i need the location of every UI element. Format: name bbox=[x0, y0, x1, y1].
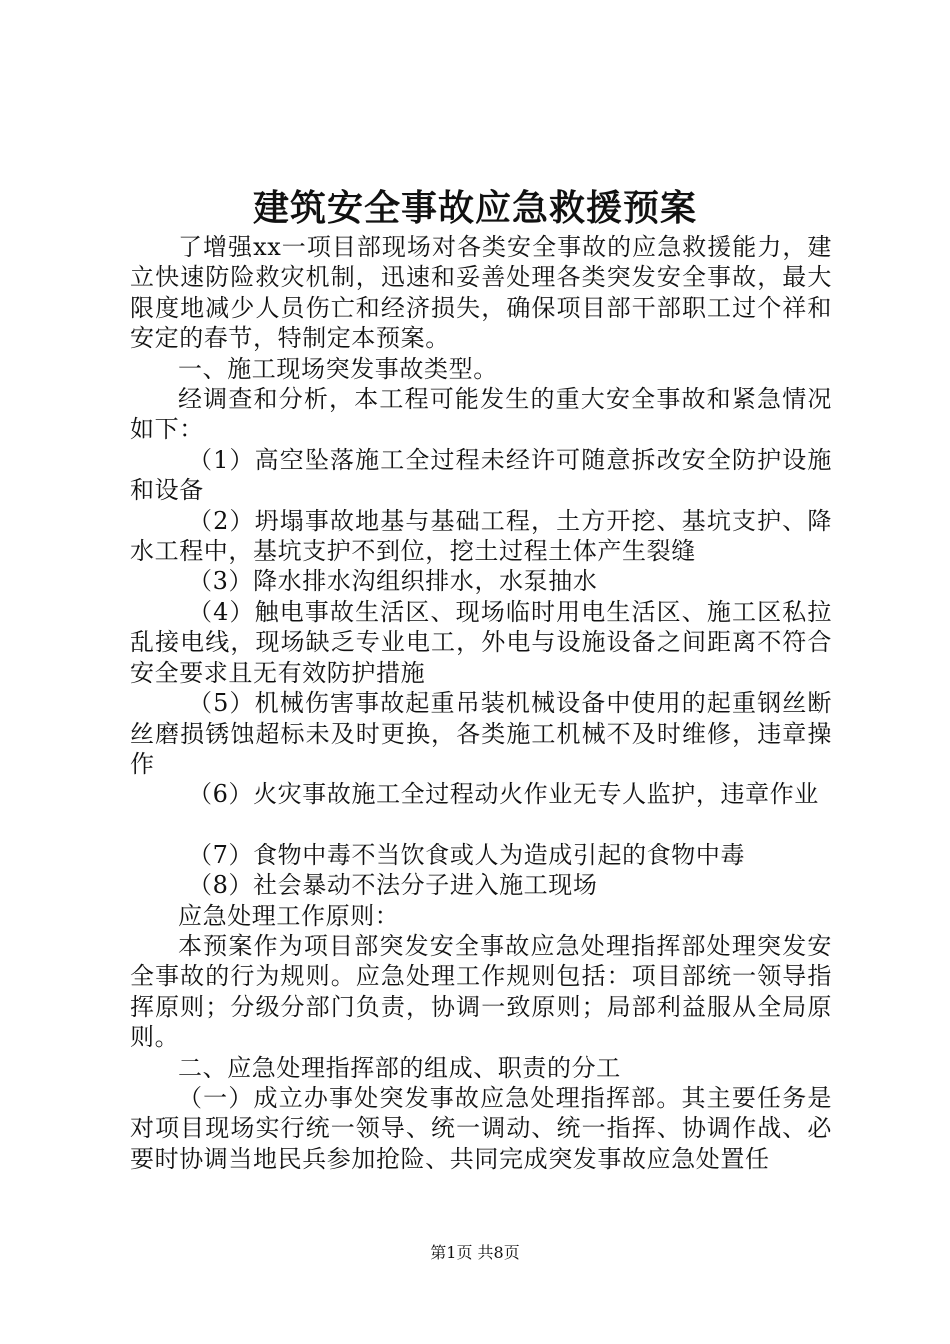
list-item-5: （5）机械伤害事故起重吊装机械设备中使用的起重钢丝断丝磨损锈蚀超标未及时更换，各类施工机械不及时维修，违章操作 bbox=[130, 689, 832, 778]
section-heading-1: 一、施工现场突发事故类型。 bbox=[178, 354, 498, 383]
section-heading-2: 二、应急处理指挥部的组成、职责的分工 bbox=[178, 1053, 621, 1082]
paragraph-principles: 本预案作为项目部突发安全事故应急处理指挥部处理突发安全事故的行为规则。应急处理工作规则包括：项目部统一领导指挥原则；分级分部门负责，协调一致原则；局部利益服从全局原则。 bbox=[130, 931, 832, 1052]
paragraph-analysis: 经调查和分析，本工程可能发生的重大安全事故和紧急情况如下： bbox=[130, 385, 832, 444]
list-item-2: （2）坍塌事故地基与基础工程，土方开挖、基坑支护、降水工程中，基坑支护不到位，挖土过程土体产生裂缝 bbox=[130, 506, 832, 566]
paragraph-command: （一）成立办事处突发事故应急处理指挥部。其主要任务是对项目现场实行统一领导、统一调动、统一指挥、协调作战、必要时协调当地民兵参加抢险、共同完成突发事故应急处置任 bbox=[130, 1083, 832, 1173]
list-item-8: （8）社会暴动不法分子进入施工现场 bbox=[188, 871, 598, 900]
list-item-3: （3）降水排水沟组织排水，水泵抽水 bbox=[188, 567, 598, 596]
document-body bbox=[130, 232, 832, 1174]
document-title: 建筑安全事故应急救援预案 bbox=[252, 187, 697, 229]
principles-heading: 应急处理工作原则： bbox=[178, 901, 400, 930]
list-item-7: （7）食物中毒不当饮食或人为造成引起的食物中毒 bbox=[188, 840, 746, 869]
list-item-6: （6）火灾事故施工全过程动火作业无专人监护，违章作业 bbox=[188, 780, 819, 809]
list-item-4: （4）触电事故生活区、现场临时用电生活区、施工区私拉乱接电线，现场缺乏专业电工，外电与设施设备之间距离不符合安全要求且无有效防护措施 bbox=[130, 597, 832, 687]
paragraph-intro: 了增强xx一项目部现场对各类安全事故的应急救援能力，建立快速防险救灾机制，迅速和妥善处理各类突发安全事故，最大限度地减少人员伤亡和经济损失，确保项目部干部职工过个祥和安定的春节，特制定本预案。 bbox=[130, 233, 832, 353]
list-item-1: （1）高空坠落施工全过程未经许可随意拆改安全防护设施和设备 bbox=[130, 445, 832, 505]
page-number: 第1页 共8页 bbox=[430, 1243, 520, 1262]
